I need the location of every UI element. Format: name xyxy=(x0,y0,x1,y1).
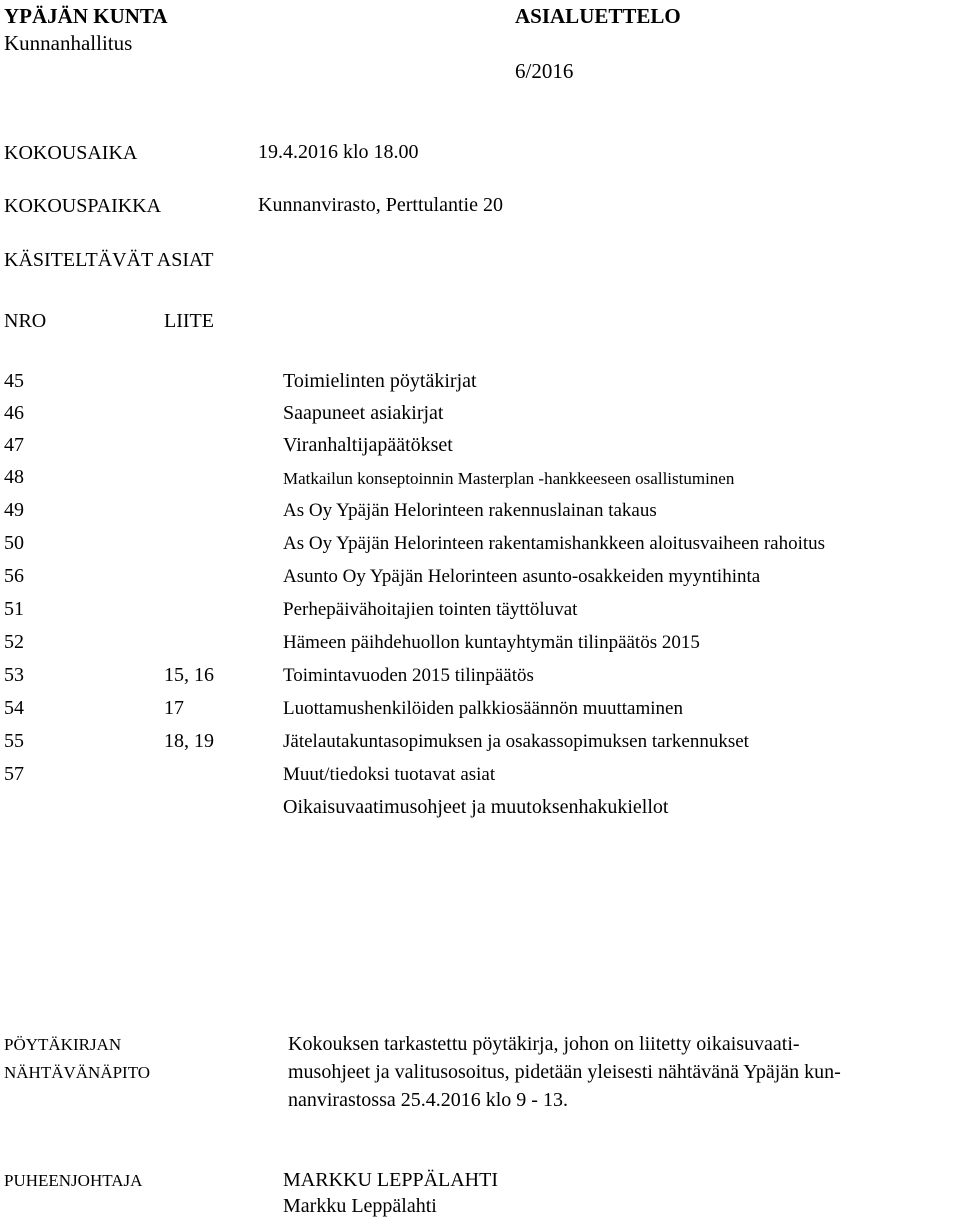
item-number: 51 xyxy=(4,598,24,620)
minutes-label-line1: PÖYTÄKIRJAN xyxy=(4,1035,122,1054)
minutes-text-line3: nanvirastossa 25.4.2016 klo 9 - 13. xyxy=(288,1089,568,1111)
item-attachment: 17 xyxy=(164,697,184,719)
item-number: 54 xyxy=(4,697,24,719)
item-title: As Oy Ypäjän Helorinteen rakentamishankkeen aloitusvaiheen rahoitus xyxy=(283,533,826,554)
item-attachment: 18, 19 xyxy=(164,730,214,752)
item-number: 55 xyxy=(4,730,24,752)
organization-name: YPÄJÄN KUNTA xyxy=(4,4,168,28)
item-title: Toimintavuoden 2015 tilinpäätös xyxy=(283,665,534,686)
item-number: 56 xyxy=(4,565,24,587)
item-title: Toimielinten pöytäkirjat xyxy=(283,370,477,392)
meeting-number: 6/2016 xyxy=(515,59,574,83)
item-number: 46 xyxy=(4,402,24,424)
item-number: 47 xyxy=(4,434,24,456)
body-name: Kunnanhallitus xyxy=(4,31,133,55)
item-number: 45 xyxy=(4,370,24,392)
item-title: Luottamushenkilöiden palkkiosäännön muuttaminen xyxy=(283,698,683,719)
minutes-text-line2: musohjeet ja valitusosoitus, pidetään yleisesti nähtävänä Ypäjän kun- xyxy=(288,1061,841,1083)
column-header-nro: NRO xyxy=(4,310,47,332)
item-number: 53 xyxy=(4,664,24,686)
item-number: 48 xyxy=(4,466,24,488)
chair-name-upper: MARKKU LEPPÄLAHTI xyxy=(283,1169,498,1191)
item-number: 50 xyxy=(4,532,24,554)
item-number: 49 xyxy=(4,499,24,521)
meeting-place-value: Kunnanvirasto, Perttulantie 20 xyxy=(258,194,503,216)
item-number: 57 xyxy=(4,763,24,785)
item-title: Viranhaltijapäätökset xyxy=(283,434,453,456)
column-header-liite: LIITE xyxy=(164,310,214,332)
item-title: As Oy Ypäjän Helorinteen rakennuslainan takaus xyxy=(283,500,657,521)
meeting-time-value: 19.4.2016 klo 18.00 xyxy=(258,141,419,163)
item-title: Saapuneet asiakirjat xyxy=(283,402,444,424)
meeting-place-label: KOKOUSPAIKKA xyxy=(4,195,162,217)
item-title: Perhepäivähoitajien tointen täyttöluvat xyxy=(283,599,578,620)
item-number: 52 xyxy=(4,631,24,653)
item-attachment: 15, 16 xyxy=(164,664,214,686)
item-title: Hämeen päihdehuollon kuntayhtymän tilinpäätös 2015 xyxy=(283,632,700,653)
meeting-time-label: KOKOUSAIKA xyxy=(4,142,138,164)
chair-name: Markku Leppälahti xyxy=(283,1195,437,1217)
document-type: ASIALUETTELO xyxy=(515,4,681,28)
minutes-text-line1: Kokouksen tarkastettu pöytäkirja, johon on liitetty oikaisuvaati- xyxy=(288,1033,800,1055)
items-heading: KÄSITELTÄVÄT ASIAT xyxy=(4,249,214,271)
item-title: Muut/tiedoksi tuotavat asiat xyxy=(283,764,496,785)
appendix-note: Oikaisuvaatimusohjeet ja muutoksenhakukiellot xyxy=(283,796,669,818)
chair-label: PUHEENJOHTAJA xyxy=(4,1171,143,1190)
item-title: Asunto Oy Ypäjän Helorinteen asunto-osakkeiden myyntihinta xyxy=(283,566,761,587)
minutes-label-line2: NÄHTÄVÄNÄPITO xyxy=(4,1063,151,1082)
item-title: Jätelautakuntasopimuksen ja osakassopimuksen tarkennukset xyxy=(283,731,749,752)
item-title: Matkailun konseptoinnin Masterplan -hankkeeseen osallistuminen xyxy=(283,469,735,488)
